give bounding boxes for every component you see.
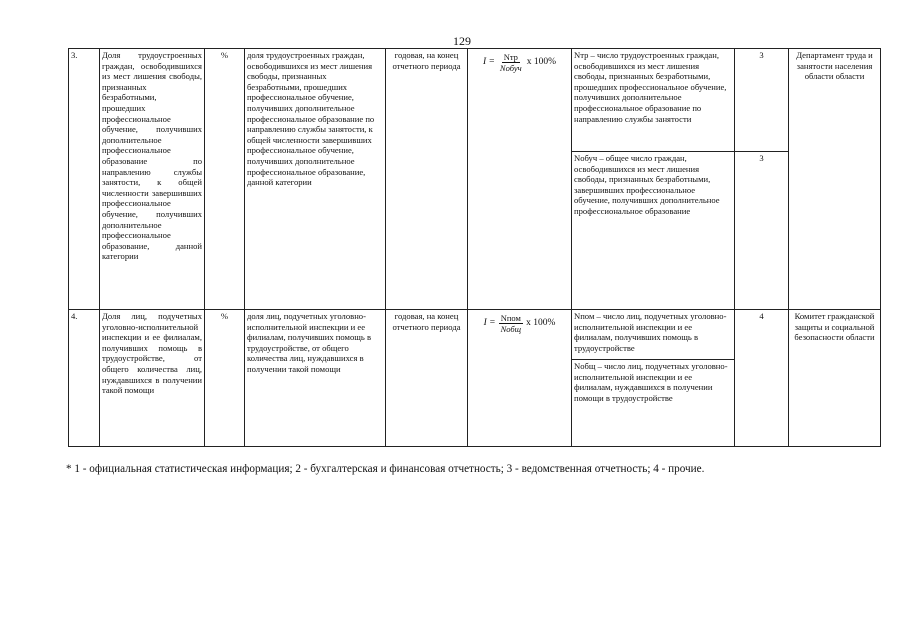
page-number: 129 [453, 34, 471, 48]
variable-description: Nтр – число трудоустроенных граждан, освободившихся из мест лишения свободы, признанных безработными, прошедших профессиональное обучение, получивших дополнительное профессиональное образование по направлению службы занятости [572, 49, 735, 152]
formula-fraction [499, 313, 524, 334]
source-code: 3 [735, 49, 789, 152]
definition-cell: доля лиц, подучетных уголовно-исполнительной инспекции и ее филиалам, получивших помощь в трудоустройстве, от общего количества лиц, нуждавшихся в получении такой помощи [245, 310, 386, 447]
formula-multiplier: x 100% [526, 318, 556, 329]
formula-fraction [498, 52, 524, 73]
variable-description: Nобщ – число лиц, подучетных уголовно-исполнительной инспекции и ее филиалам, нуждавшихся в получении помощи в трудоустройстве [572, 360, 735, 447]
formula-numerator: Nпом [500, 313, 521, 323]
responsible-cell: Департамент труда и занятости населения области области [789, 49, 881, 310]
footnote: * 1 - официальная статистическая информация; 2 - бухгалтерская и финансовая отчетность; 3 - ведомственная отчетность; 4 - прочие. [66, 463, 705, 475]
formula-numerator: Nтр [503, 52, 518, 62]
formula-denominator: Nобуч [499, 63, 522, 73]
formula-lhs: I = [483, 318, 496, 329]
definition-cell: доля трудоустроенных граждан, освободившихся из мест лишения свободы, признанных безработными, прошедших профессиональное обучение, получивших дополнительное профессиональное образование по направлению службы занятости, к общей численности завершивших профессиональное обучение, получивших дополнительное профессиональное образование, данной категории [245, 49, 386, 310]
formula-cell [468, 310, 572, 447]
source-code: 3 [735, 152, 789, 310]
table-row [69, 49, 881, 152]
row-number: 4. [69, 310, 100, 447]
source-code: 4 [735, 310, 789, 447]
variable-description: Nпом – число лиц, подучетных уголовно-исполнительной инспекции и ее филиалам, получивших помощь в трудоустройстве [572, 310, 735, 360]
variable-description: Nобуч – общее число граждан, освободившихся из мест лишения свободы, признанных безработными, завершивших профессиональное обучение, получивших дополнительное профессиональное образование [572, 152, 735, 310]
period-cell: годовая, на конец отчетного периода [386, 49, 468, 310]
formula [470, 52, 569, 73]
formula-lhs: I = [482, 57, 495, 68]
formula-cell [468, 49, 572, 310]
responsible-cell: Комитет гражданской защиты и социальной безопасности области [789, 310, 881, 447]
indicator-name: Доля трудоустроенных граждан, освободившихся из мест лишения свободы, признанных безработными, прошедших профессиональное обучение, получивших дополнительное профессиональное образование по направлению службы занятости, к общей численности завершивших профессиональное обучение, получивших дополнительное профессиональное образование, данной категории [100, 49, 205, 310]
indicator-name: Доля лиц, подучетных уголовно-исполнительной инспекции и ее филиалам, получивших помощь в трудоустройстве, от общего количества лиц, нуждавшихся в получении такой помощи [100, 310, 205, 447]
period-cell: годовая, на конец отчетного периода [386, 310, 468, 447]
row-number: 3. [69, 49, 100, 310]
indicator-table [68, 48, 881, 447]
unit-cell: % [205, 49, 245, 310]
formula [470, 313, 569, 334]
unit-cell: % [205, 310, 245, 447]
formula-multiplier: x 100% [526, 57, 557, 68]
formula-denominator: Nобщ [500, 324, 522, 334]
table-row [69, 310, 881, 360]
